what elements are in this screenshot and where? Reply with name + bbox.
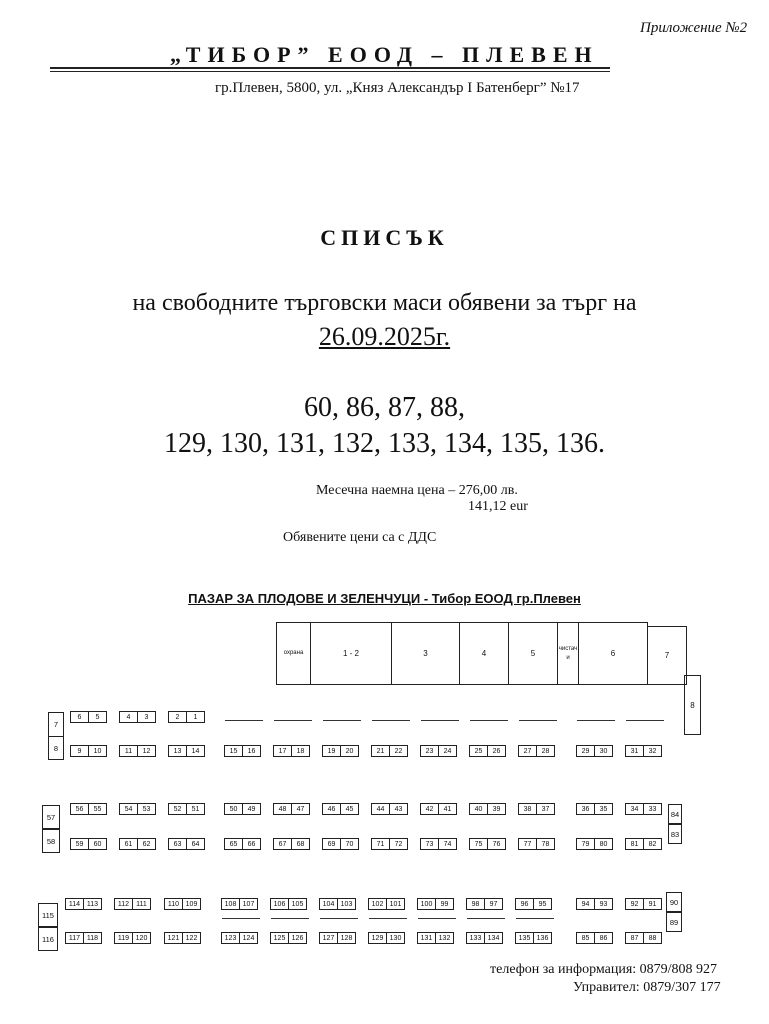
stall-129: 129 [368, 932, 387, 944]
stall-27: 27 [518, 745, 537, 757]
guard-label: охрана [283, 650, 304, 656]
building-6: 6 [578, 622, 648, 685]
stall-pair [119, 803, 156, 815]
stall-pair [469, 803, 506, 815]
stall-47: 47 [292, 803, 310, 815]
dash [222, 918, 260, 919]
stall-69: 69 [322, 838, 341, 850]
stall-77: 77 [518, 838, 537, 850]
stall-87: 87 [625, 932, 644, 944]
stall-70: 70 [341, 838, 359, 850]
stall-100: 100 [417, 898, 436, 910]
stall-128: 128 [338, 932, 356, 944]
stall-1: 1 [187, 711, 205, 723]
stall-112: 112 [114, 898, 133, 910]
stall-76: 76 [488, 838, 506, 850]
stall-pair [625, 932, 662, 944]
stall-25: 25 [469, 745, 488, 757]
header-rule [50, 67, 610, 69]
stall-74: 74 [439, 838, 457, 850]
dash [225, 720, 263, 721]
stall-pair [576, 745, 613, 757]
stall-2: 2 [168, 711, 187, 723]
stall-125: 125 [270, 932, 289, 944]
stall-pair [164, 898, 201, 910]
stall-113: 113 [84, 898, 102, 910]
stall-90: 90 [666, 892, 682, 912]
stall-111: 111 [133, 898, 151, 910]
stall-121: 121 [164, 932, 183, 944]
stall-pair [420, 745, 457, 757]
stall-66: 66 [243, 838, 261, 850]
stall-13: 13 [168, 745, 187, 757]
stall-pair [319, 898, 356, 910]
stall-97: 97 [485, 898, 503, 910]
stall-pair [119, 745, 156, 757]
stall-79: 79 [576, 838, 595, 850]
stall-pair [164, 932, 201, 944]
dash [320, 918, 358, 919]
stall-131: 131 [417, 932, 436, 944]
stall-106: 106 [270, 898, 289, 910]
stall-14: 14 [187, 745, 205, 757]
dash [274, 720, 312, 721]
stall-101: 101 [387, 898, 405, 910]
stall-53: 53 [138, 803, 156, 815]
stall-75: 75 [469, 838, 488, 850]
dash [626, 720, 664, 721]
stall-83: 83 [668, 824, 682, 844]
stall-21: 21 [371, 745, 390, 757]
stall-60: 60 [89, 838, 107, 850]
stall-pair [368, 898, 405, 910]
stall-pair [371, 803, 408, 815]
stall-pair [70, 838, 107, 850]
stall-4: 4 [119, 711, 138, 723]
stall-115: 115 [38, 903, 58, 927]
stall-26: 26 [488, 745, 506, 757]
stall-10: 10 [89, 745, 107, 757]
stall-54: 54 [119, 803, 138, 815]
market-map-title: ПАЗАР ЗА ПЛОДОВЕ И ЗЕЛЕНЧУЦИ - Тибор ЕООД гр.Плевен [188, 591, 581, 606]
stall-81: 81 [625, 838, 644, 850]
info-phone: телефон за информация: 0879/808 927 [490, 962, 718, 977]
stall-pair [70, 803, 107, 815]
vat-note: Обявените цени са с ДДС [283, 530, 437, 545]
stall-pair [417, 932, 454, 944]
stall-pair [368, 932, 405, 944]
stall-9: 9 [70, 745, 89, 757]
stall-42: 42 [420, 803, 439, 815]
stall-109: 109 [183, 898, 201, 910]
stall-32: 32 [644, 745, 662, 757]
stall-49: 49 [243, 803, 261, 815]
stall-pair [273, 838, 310, 850]
stall-130: 130 [387, 932, 405, 944]
stall-pair [576, 898, 613, 910]
stall-pair [576, 838, 613, 850]
stall-pair [319, 932, 356, 944]
stall-pair [270, 898, 307, 910]
stall-29: 29 [576, 745, 595, 757]
stall-37: 37 [537, 803, 555, 815]
building-7: 7 [647, 626, 687, 685]
stall-pair [576, 803, 613, 815]
stall-pair [518, 803, 555, 815]
stall-pair [221, 932, 258, 944]
stall-58: 58 [42, 829, 60, 853]
stall-51: 51 [187, 803, 205, 815]
stall-40: 40 [469, 803, 488, 815]
stall-pair [119, 711, 156, 723]
guard-building [276, 622, 311, 685]
stall-pair [466, 898, 503, 910]
stall-23: 23 [420, 745, 439, 757]
stall-pair [518, 745, 555, 757]
stall-62: 62 [138, 838, 156, 850]
stall-96: 96 [515, 898, 534, 910]
stall-pair [420, 803, 457, 815]
stall-pair [322, 745, 359, 757]
stall-55: 55 [89, 803, 107, 815]
stall-119: 119 [114, 932, 133, 944]
stall-126: 126 [289, 932, 307, 944]
stall-numbers-line1: 60, 86, 87, 88, [304, 392, 465, 423]
stall-pair [625, 898, 662, 910]
stall-99: 99 [436, 898, 454, 910]
dash [372, 720, 410, 721]
stall-36: 36 [576, 803, 595, 815]
stall-93: 93 [595, 898, 613, 910]
document-title: СПИСЪК [320, 225, 449, 250]
stall-95: 95 [534, 898, 552, 910]
stall-48: 48 [273, 803, 292, 815]
stall-pair [371, 838, 408, 850]
stall-18: 18 [292, 745, 310, 757]
stall-24: 24 [439, 745, 457, 757]
dash [467, 918, 505, 919]
stall-41: 41 [439, 803, 457, 815]
stall-pair [114, 932, 151, 944]
stall-pair [466, 932, 503, 944]
cleaning-building [557, 622, 579, 685]
stall-46: 46 [322, 803, 341, 815]
stall-122: 122 [183, 932, 201, 944]
stall-pair [518, 838, 555, 850]
stall-30: 30 [595, 745, 613, 757]
stall-pair [469, 745, 506, 757]
stall-33: 33 [644, 803, 662, 815]
stall-86: 86 [595, 932, 613, 944]
stall-124: 124 [240, 932, 258, 944]
stall-92: 92 [625, 898, 644, 910]
stall-80: 80 [595, 838, 613, 850]
stall-19: 19 [322, 745, 341, 757]
stall-89: 89 [666, 912, 682, 932]
stall-pair [168, 745, 205, 757]
monthly-price-eur: 141,12 eur [468, 499, 528, 514]
dash [421, 720, 459, 721]
dash [418, 918, 456, 919]
stall-5: 5 [89, 711, 107, 723]
stall-pair [273, 745, 310, 757]
stall-pair [625, 838, 662, 850]
dash [519, 720, 557, 721]
stall-pair [625, 745, 662, 757]
stall-107: 107 [240, 898, 258, 910]
stall-135: 135 [515, 932, 534, 944]
auction-date: 26.09.2025г. [318, 322, 451, 351]
stall-71: 71 [371, 838, 390, 850]
stall-63: 63 [168, 838, 187, 850]
stall-73: 73 [420, 838, 439, 850]
stall-134: 134 [485, 932, 503, 944]
monthly-price: Месечна наемна цена – 276,00 лв. [316, 483, 518, 498]
building-5: 5 [508, 622, 558, 685]
stall-pair [625, 803, 662, 815]
stall-pair [224, 745, 261, 757]
stall-pair [65, 932, 102, 944]
stall-50: 50 [224, 803, 243, 815]
stall-44: 44 [371, 803, 390, 815]
stall-pair [114, 898, 151, 910]
stall-118: 118 [84, 932, 102, 944]
stall-pair [469, 838, 506, 850]
stall-pair [322, 838, 359, 850]
stall-pair [371, 745, 408, 757]
dash [271, 918, 309, 919]
company-address: гр.Плевен, 5800, ул. „Княз Александър I Батенберг” №17 [215, 80, 580, 96]
stall-78: 78 [537, 838, 555, 850]
stall-31: 31 [625, 745, 644, 757]
dash [577, 720, 615, 721]
stall-64: 64 [187, 838, 205, 850]
stall-94: 94 [576, 898, 595, 910]
dash [516, 918, 554, 919]
stall-85: 85 [576, 932, 595, 944]
stall-pair [119, 838, 156, 850]
stall-120: 120 [133, 932, 151, 944]
stall-38: 38 [518, 803, 537, 815]
dash [470, 720, 508, 721]
building-8: 8 [684, 675, 701, 735]
company-name: „ТИБОР” ЕООД – ПЛЕВЕН [170, 42, 599, 67]
stall-67: 67 [273, 838, 292, 850]
stall-68: 68 [292, 838, 310, 850]
stall-84: 84 [668, 804, 682, 824]
stall-pair [168, 803, 205, 815]
stall-28: 28 [537, 745, 555, 757]
stall-91: 91 [644, 898, 662, 910]
stall-102: 102 [368, 898, 387, 910]
stall-20: 20 [341, 745, 359, 757]
stall-7: 7 [48, 712, 64, 737]
manager-phone: Управител: 0879/307 177 [573, 980, 721, 995]
stall-pair [273, 803, 310, 815]
building-1-2: 1 - 2 [310, 622, 392, 685]
stall-17: 17 [273, 745, 292, 757]
stall-108: 108 [221, 898, 240, 910]
stall-117: 117 [65, 932, 84, 944]
stall-pair [270, 932, 307, 944]
stall-pair [168, 711, 205, 723]
stall-104: 104 [319, 898, 338, 910]
stall-pair [417, 898, 454, 910]
stall-116: 116 [38, 927, 58, 951]
stall-43: 43 [390, 803, 408, 815]
stall-8: 8 [48, 736, 64, 760]
stall-pair [224, 838, 261, 850]
stall-114: 114 [65, 898, 84, 910]
dash [323, 720, 361, 721]
stall-82: 82 [644, 838, 662, 850]
stall-61: 61 [119, 838, 138, 850]
document-subtitle: на свободните търговски маси обявени за търг на [132, 290, 637, 316]
stall-22: 22 [390, 745, 408, 757]
stall-6: 6 [70, 711, 89, 723]
annex-label: Приложение №2 [640, 20, 748, 36]
stall-pair [70, 711, 107, 723]
stall-34: 34 [625, 803, 644, 815]
building-3: 3 [391, 622, 460, 685]
stall-133: 133 [466, 932, 485, 944]
stall-3: 3 [138, 711, 156, 723]
stall-pair [420, 838, 457, 850]
stall-pair [70, 745, 107, 757]
stall-98: 98 [466, 898, 485, 910]
stall-pair [576, 932, 613, 944]
stall-39: 39 [488, 803, 506, 815]
stall-pair [515, 898, 552, 910]
stall-pair [221, 898, 258, 910]
stall-pair [515, 932, 552, 944]
stall-11: 11 [119, 745, 138, 757]
stall-15: 15 [224, 745, 243, 757]
stall-45: 45 [341, 803, 359, 815]
stall-pair [224, 803, 261, 815]
stall-105: 105 [289, 898, 307, 910]
stall-52: 52 [168, 803, 187, 815]
stall-pair [168, 838, 205, 850]
stall-16: 16 [243, 745, 261, 757]
cleaning-label: чистачи [558, 645, 578, 661]
building-4: 4 [459, 622, 509, 685]
stall-110: 110 [164, 898, 183, 910]
stall-pair [322, 803, 359, 815]
stall-72: 72 [390, 838, 408, 850]
stall-132: 132 [436, 932, 454, 944]
stall-65: 65 [224, 838, 243, 850]
stall-123: 123 [221, 932, 240, 944]
stall-35: 35 [595, 803, 613, 815]
stall-57: 57 [42, 805, 60, 829]
stall-pair [65, 898, 102, 910]
header-rule-thin [50, 71, 610, 72]
stall-56: 56 [70, 803, 89, 815]
stall-127: 127 [319, 932, 338, 944]
stall-88: 88 [644, 932, 662, 944]
dash [369, 918, 407, 919]
stall-59: 59 [70, 838, 89, 850]
stall-numbers-line2: 129, 130, 131, 132, 133, 134, 135, 136. [164, 428, 605, 459]
stall-136: 136 [534, 932, 552, 944]
stall-12: 12 [138, 745, 156, 757]
stall-103: 103 [338, 898, 356, 910]
